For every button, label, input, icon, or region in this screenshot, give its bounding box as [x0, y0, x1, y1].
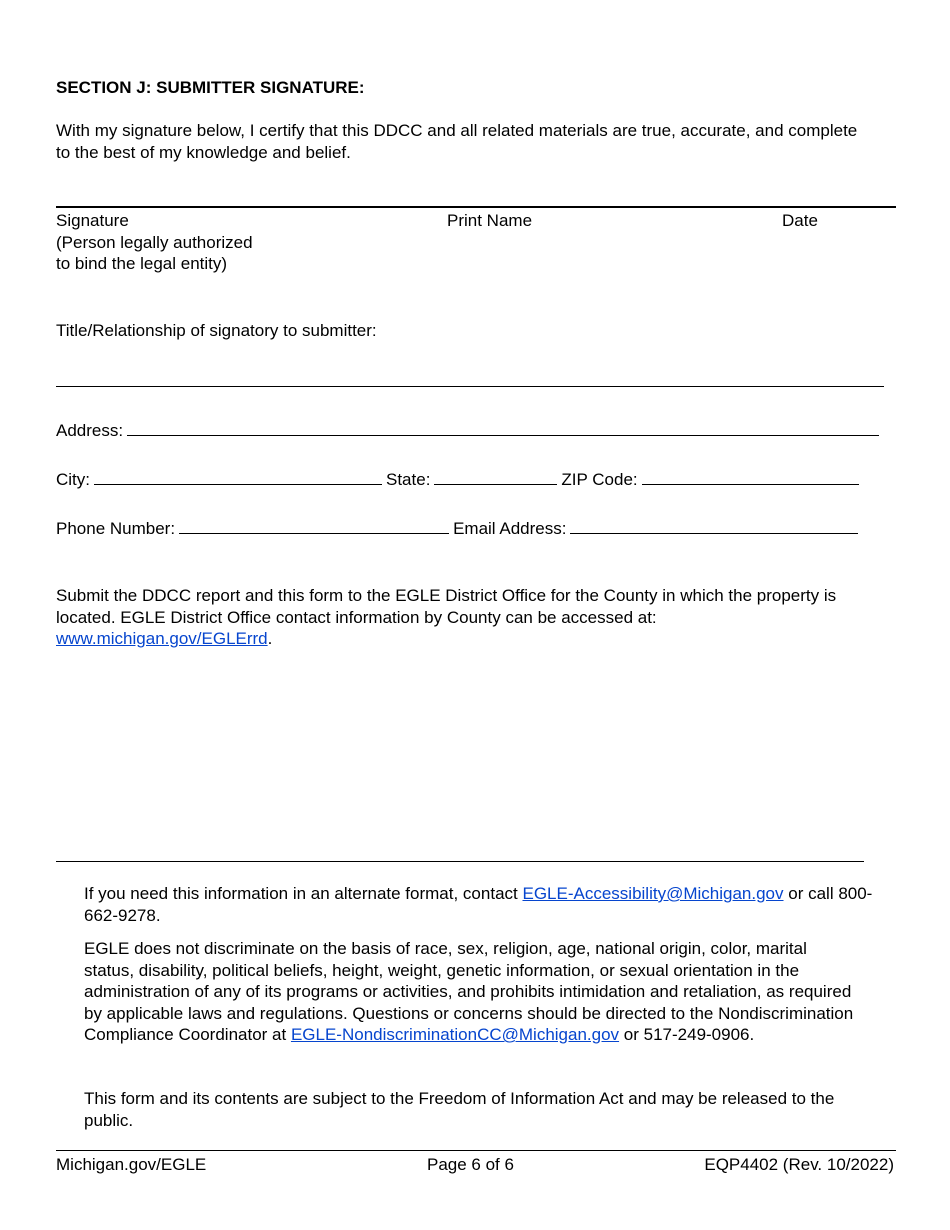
phone-field[interactable] — [179, 517, 449, 534]
footer-form-number: EQP4402 (Rev. 10/2022) — [704, 1155, 894, 1174]
foia-notice: This form and its contents are subject to the Freedom of Information Act and may be released to the public. — [84, 1089, 835, 1130]
zip-label: ZIP Code: — [561, 470, 638, 489]
signature-note-line-2: to bind the legal entity) — [56, 254, 228, 273]
signature-label: Signature — [56, 211, 129, 230]
signature-note-line-1: (Person legally authorized — [56, 232, 253, 252]
submit-instructions — [56, 585, 898, 650]
submit-link-suffix: . — [267, 629, 273, 648]
submit-text: Submit the DDCC report and this form to the EGLE District Office for the County in which the property is located. EGLE District Office contact information by County can be accessed at: — [56, 586, 837, 627]
city-state-zip-row — [56, 468, 859, 491]
zip-field[interactable] — [642, 468, 859, 485]
title-relationship-label: Title/Relationship of signatory to submitter: — [56, 321, 377, 340]
accessibility-email-link[interactable]: EGLE-Accessibility@Michigan.gov — [522, 884, 784, 903]
section-heading: SECTION J: SUBMITTER SIGNATURE: — [56, 78, 365, 97]
phone-email-row — [56, 517, 858, 540]
signature-line[interactable] — [56, 206, 896, 208]
email-field[interactable] — [570, 517, 858, 534]
footer-rule — [56, 1150, 896, 1151]
city-field[interactable] — [94, 468, 382, 485]
certification-text: With my signature below, I certify that this DDCC and all related materials are true, accurate, and complete to the best of my knowledge and belief. — [56, 121, 858, 162]
nondiscrimination-notice — [84, 938, 859, 1046]
phone-label: Phone Number: — [56, 519, 176, 538]
signature-label-block — [56, 210, 253, 275]
address-row — [56, 419, 879, 442]
footer-page-number: Page 6 of 6 — [427, 1155, 514, 1174]
address-label: Address: — [56, 421, 124, 440]
address-field[interactable] — [127, 419, 879, 436]
city-label: City: — [56, 470, 90, 489]
state-label: State: — [386, 470, 431, 489]
alt-format-prefix: If you need this information in an alternate format, contact — [84, 884, 518, 903]
title-relationship-field[interactable] — [56, 386, 884, 387]
date-label: Date — [782, 211, 818, 230]
notice-divider — [56, 861, 864, 862]
nondiscrimination-text: EGLE does not discriminate on the basis of race, sex, religion, age, national origin, color, marital status, disability, political beliefs, height, weight, genetic information, or sexual orientation in the administration of any of its programs or activities, and prohibits intimidation and retaliation, as required by applicable laws and regulations. Questions or concerns should be directed to the Nondiscrimination Compliance Coordinator at — [84, 939, 854, 1044]
nondiscrimination-email-link[interactable]: EGLE-NondiscriminationCC@Michigan.gov — [290, 1025, 620, 1044]
email-label: Email Address: — [453, 519, 567, 538]
state-field[interactable] — [434, 468, 557, 485]
alternate-format-notice — [84, 883, 874, 926]
nondiscrimination-suffix: or 517-249-0906. — [623, 1025, 755, 1044]
footer-website: Michigan.gov/EGLE — [56, 1155, 207, 1174]
egle-rrd-link[interactable]: www.michigan.gov/EGLErrd — [56, 629, 268, 648]
print-name-label: Print Name — [447, 211, 533, 230]
alt-format-suffix: or call 800-662-9278. — [84, 884, 873, 925]
